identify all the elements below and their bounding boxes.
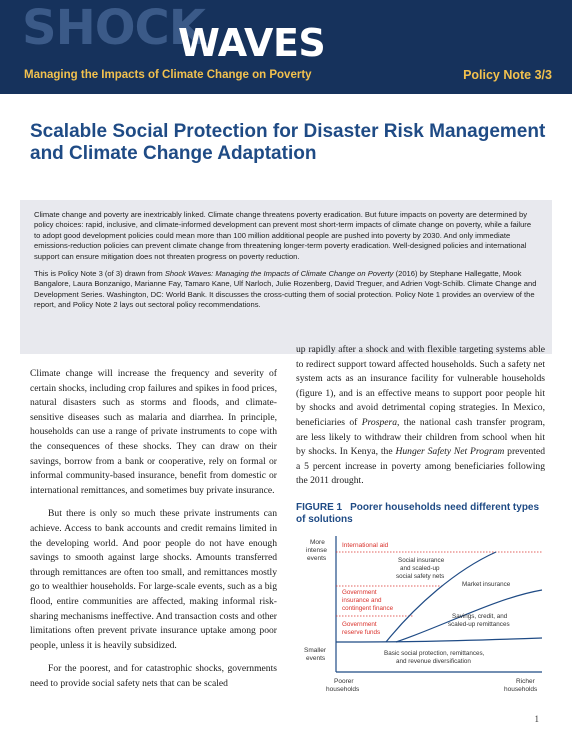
x-label-right: Richer [516, 678, 535, 685]
text-span: up rapidly after a shock and with flexible targeting systems able to redirect support toward affected households. Such a safety net system acts as an insurance facility for vulnerable households (figure 1), and is an effective means to support poor people hit by shocks and avoid detrimental coping strategies. In Mexico, beneficiaries of [296, 344, 545, 428]
program-name: Hunger Safety Net Program [395, 446, 505, 458]
x-label-left: households [326, 686, 360, 693]
label-international-aid: International aid [342, 542, 389, 549]
y-label-bottom: events [306, 655, 326, 662]
abstract-p2-pre: This is Policy Note 3 (of 3) drawn from [34, 269, 165, 279]
body-paragraph: But there is only so much these private instruments can achieve. Access to bank accounts and credit remains limited in the developing world. And poor people do not have enough savings to smooth against large shocks. Amounts transferred through remittances are often too small, and remittances mostly go to wealthier households. For large-scale events, such as a big flood, entire communities are affected, making informal risk-sharing mechanisms ineffective. And transaction costs and other limitations often prevent private insurance uptake among poor people, unless it is heavily subsidized. [30, 508, 277, 651]
body-right-column [296, 343, 545, 498]
label-government-insurance: contingent finance [342, 605, 394, 612]
page-title: Scalable Social Protection for Disaster Risk Management and Climate Change Adaptation [30, 121, 546, 164]
y-label-top: events [307, 555, 327, 562]
label-social-insurance: social safety nets [396, 573, 445, 580]
body-left-column [30, 367, 277, 700]
body-paragraph: For the poorest, and for catastrophic shocks, governments need to provide social safety nets that can be scaled [30, 663, 277, 689]
curve-basic [336, 638, 542, 642]
body-paragraph [296, 343, 545, 489]
y-label-bottom: Smaller [304, 647, 327, 654]
label-savings-credit: Savings, credit, and [452, 613, 508, 620]
body-paragraph: Climate change will increase the frequency and severity of certain shocks, including crop failures and spikes in food prices, natural disasters such as storms and floods, and climate-sensitive diseases such as malaria and diarrhea. In principle, households can use a range of private instruments to cope with the consequences of these shocks. They can draw on their savings, borrow from a bank or cooperative, rely on formal or informal community-based insurance, benefit from domestic or international remittances, and sometimes buy private insurance. [30, 368, 277, 496]
banner-subtitle: Managing the Impacts of Climate Change on Poverty [24, 69, 312, 81]
text-span: , the national cash transfer program, are less likely to withdraw their children from school when hit by shocks. In Kenya, the [296, 416, 546, 458]
x-label-right: households [504, 686, 538, 693]
y-label-top: intense [306, 547, 327, 554]
figure-number: FIGURE 1 [296, 502, 343, 513]
label-social-insurance: and scaled-up [400, 565, 440, 572]
label-government-insurance: insurance and [342, 597, 382, 604]
abstract-paragraph-2 [34, 269, 538, 311]
abstract-p2-post: (2016) by Stephane Hallegatte, Mook Bangalore, Laura Bonzanigo, Marianne Fay, Tamaro Kane, Ulf Narloch, Julie Rozenberg, David Treguer, and Adrien Vogt-Schilb. Climate Change and Development Series. Washington, DC: World Bank. It discusses the cross-cutting them of social protection. Policy Note 1 provides an overview of the report, and Policy Note 2 lays out sectoral policy recommendations. [34, 269, 537, 310]
banner-waves-text: WAVES [178, 21, 326, 65]
banner-shock-text: SHOCK [22, 0, 205, 56]
label-savings-credit: scaled-up remittances [448, 621, 510, 628]
figure-diagram [296, 530, 546, 702]
x-label-left: Poorer [334, 678, 354, 685]
label-government-insurance: Government [342, 589, 377, 596]
abstract-p2-book-title: Shock Waves: Managing the Impacts of Climate Change on Poverty [164, 269, 394, 279]
y-label-top: More [310, 539, 325, 546]
page-number: 1 [534, 714, 539, 724]
abstract-paragraph-1: Climate change and poverty are inextricably linked. Climate change threatens poverty eradication. But future impacts on poverty are determined by policy choices: rapid, inclusive, and climate-informed development can prevent most short-term impacts of climate change on poverty, while a failure to adopt good development policies could mean more than 100 million additional people are pushed into poverty by 2030. And only immediate emissions-reduction policies can prevent climate change from threatening longer-term poverty eradication. Well-designed policies and international support can ensure mitigation does not threaten progress on poverty reduction. [34, 210, 532, 261]
figure-caption [296, 502, 546, 526]
label-government-reserve: reserve funds [342, 629, 381, 636]
text-span: prevented a 5 percent increase in poverty among beneficiaries following the 2011 drought. [296, 446, 546, 487]
abstract-box [20, 200, 552, 354]
label-basic-protection: Basic social protection, remittances, [384, 650, 485, 657]
label-social-insurance: Social insurance [398, 557, 445, 564]
header-banner [0, 0, 572, 94]
label-basic-protection: and revenue diversification [396, 658, 471, 665]
label-government-reserve: Government [342, 621, 377, 628]
program-name: Prospera [361, 416, 398, 428]
figure-title: Poorer households need different types of solutions [296, 502, 540, 525]
label-market-insurance: Market insurance [462, 581, 511, 588]
policy-note-label: Policy Note 3/3 [463, 68, 552, 82]
